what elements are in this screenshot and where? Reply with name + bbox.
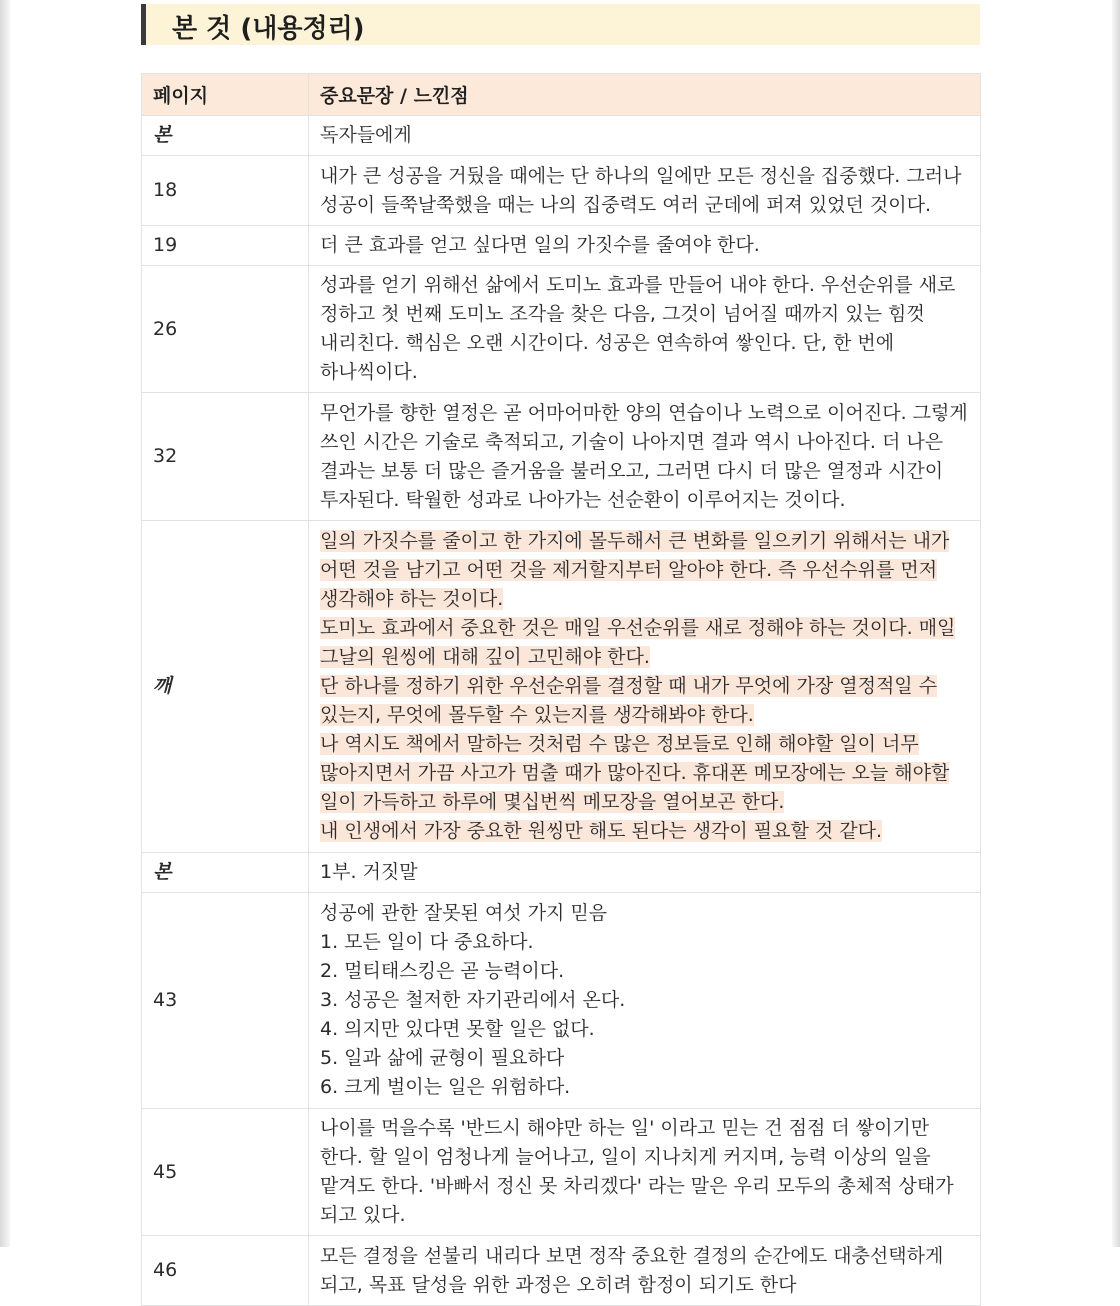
reflection-paragraph xyxy=(320,730,970,817)
highlighted-text: 도미노 효과에서 중요한 것은 매일 우선순위를 새로 정해야 하는 것이다. 매일 그날의 원씽에 대해 깊이 고민해야 한다. xyxy=(320,617,956,668)
list-item: 1. 모든 일이 다 중요하다. xyxy=(320,931,534,953)
table-row xyxy=(142,1236,981,1306)
row-page-mark: 본 xyxy=(142,116,309,156)
reflection-paragraph xyxy=(320,614,970,672)
row-page-number: 45 xyxy=(142,1109,309,1236)
list-cell xyxy=(309,893,981,1109)
row-text: 독자들에게 xyxy=(309,116,981,156)
page-edge-left xyxy=(0,0,10,1247)
row-text: 내가 큰 성공을 거뒀을 때에는 단 하나의 일에만 모든 정신을 집중했다. 그러나 성공이 들쭉날쭉했을 때는 나의 집중력도 여러 군데에 퍼져 있었던 것이다. xyxy=(309,156,981,226)
highlighted-text: 나 역시도 책에서 말하는 것처럼 수 많은 정보들로 인해 해야할 일이 너무 많아지면서 가끔 사고가 멈출 때가 많아진다. 휴대폰 메모장에는 오늘 해야할 일이 가득하고 하루에 몇십번씩 메모장을 열어보곤 한다. xyxy=(320,733,950,813)
row-text: 성과를 얻기 위해선 삶에서 도미노 효과를 만들어 내야 한다. 우선순위를 새로 정하고 첫 번째 도미노 조각을 찾은 다음, 그것이 넘어질 때까지 있는 힘껏 내리친다. 핵심은 오랜 시간이다. 성공은 연속하여 쌓인다. 단, 한 번에 하나씩이다. xyxy=(309,266,981,393)
row-text: 나이를 먹을수록 '반드시 해야만 하는 일' 이라고 믿는 건 점점 더 쌓이기만 한다. 할 일이 엄청나게 늘어나고, 일이 지나치게 커지며, 능력 이상의 일을 맡겨도 한다. '바빠서 정신 못 차리겠다' 라는 말은 우리 모두의 총체적 상태가 되고 있다. xyxy=(309,1109,981,1236)
reflection-paragraph xyxy=(320,817,970,846)
list-item: 2. 멀티태스킹은 곧 능력이다. xyxy=(320,960,565,982)
table-row-reflection xyxy=(142,521,981,853)
reflection-paragraph xyxy=(320,672,970,730)
reflection-paragraph xyxy=(320,527,970,614)
highlighted-text: 단 하나를 정하기 위한 우선순위를 결정할 때 내가 무엇에 가장 열정적일 수 있는지, 무엇에 몰두할 수 있는지를 생각해봐야 한다. xyxy=(320,675,938,726)
list-heading: 성공에 관한 잘못된 여섯 가지 믿음 xyxy=(320,902,608,924)
list-item: 5. 일과 삶에 균형이 필요하다 xyxy=(320,1047,565,1069)
row-page-number: 46 xyxy=(142,1236,309,1306)
row-text: 모든 결정을 섣불리 내리다 보면 정작 중요한 결정의 순간에도 대충선택하게 되고, 목표 달성을 위한 과정은 오히려 함정이 되기도 한다 xyxy=(309,1236,981,1306)
highlighted-text: 내 인생에서 가장 중요한 원씽만 해도 된다는 생각이 필요할 것 같다. xyxy=(320,820,882,842)
table-row xyxy=(142,156,981,226)
row-text: 더 큰 효과를 얻고 싶다면 일의 가짓수를 줄여야 한다. xyxy=(309,226,981,266)
section-title-text: 본 것 (내용정리) xyxy=(172,14,365,44)
table-row xyxy=(142,893,981,1109)
header-text: 중요문장 / 느낀점 xyxy=(309,74,981,116)
table-row xyxy=(142,116,981,156)
row-page-mark: 깨 xyxy=(142,521,309,853)
page-edge-right xyxy=(1112,0,1120,1247)
list-item: 4. 의지만 있다면 못할 일은 없다. xyxy=(320,1018,595,1040)
row-text: 무언가를 향한 열정은 곧 어마어마한 양의 연습이나 노력으로 이어진다. 그렇게 쓰인 시간은 기술로 축적되고, 기술이 나아지면 결과 역시 나아진다. 더 나은 결과는 보통 더 많은 즐거움을 불러오고, 그러면 다시 더 많은 열정과 시간이 투자된다. 탁월한 성과로 나아가는 선순환이 이루어지는 것이다. xyxy=(309,393,981,521)
highlighted-text: 일의 가짓수를 줄이고 한 가지에 몰두해서 큰 변화를 일으키기 위해서는 내가 어떤 것을 남기고 어떤 것을 제거할지부터 알아야 한다. 즉 우선수위를 먼저 생각해야 하는 것이다. xyxy=(320,530,950,610)
row-page-number: 26 xyxy=(142,266,309,393)
table-header-row xyxy=(142,74,981,116)
row-page-number: 19 xyxy=(142,226,309,266)
list-item: 6. 크게 벌이는 일은 위험하다. xyxy=(320,1076,571,1098)
row-text: 1부. 거짓말 xyxy=(309,853,981,893)
row-page-mark: 본 xyxy=(142,853,309,893)
table-row xyxy=(142,266,981,393)
reflection-cell xyxy=(309,521,981,853)
row-page-number: 32 xyxy=(142,393,309,521)
table-row xyxy=(142,393,981,521)
row-page-number: 18 xyxy=(142,156,309,226)
table-row xyxy=(142,853,981,893)
table-row xyxy=(142,1109,981,1236)
table-row xyxy=(142,226,981,266)
notes-table xyxy=(141,73,981,1306)
row-page-number: 43 xyxy=(142,893,309,1109)
header-page: 페이지 xyxy=(142,74,309,116)
list-item: 3. 성공은 철저한 자기관리에서 온다. xyxy=(320,989,626,1011)
section-title xyxy=(141,4,980,45)
